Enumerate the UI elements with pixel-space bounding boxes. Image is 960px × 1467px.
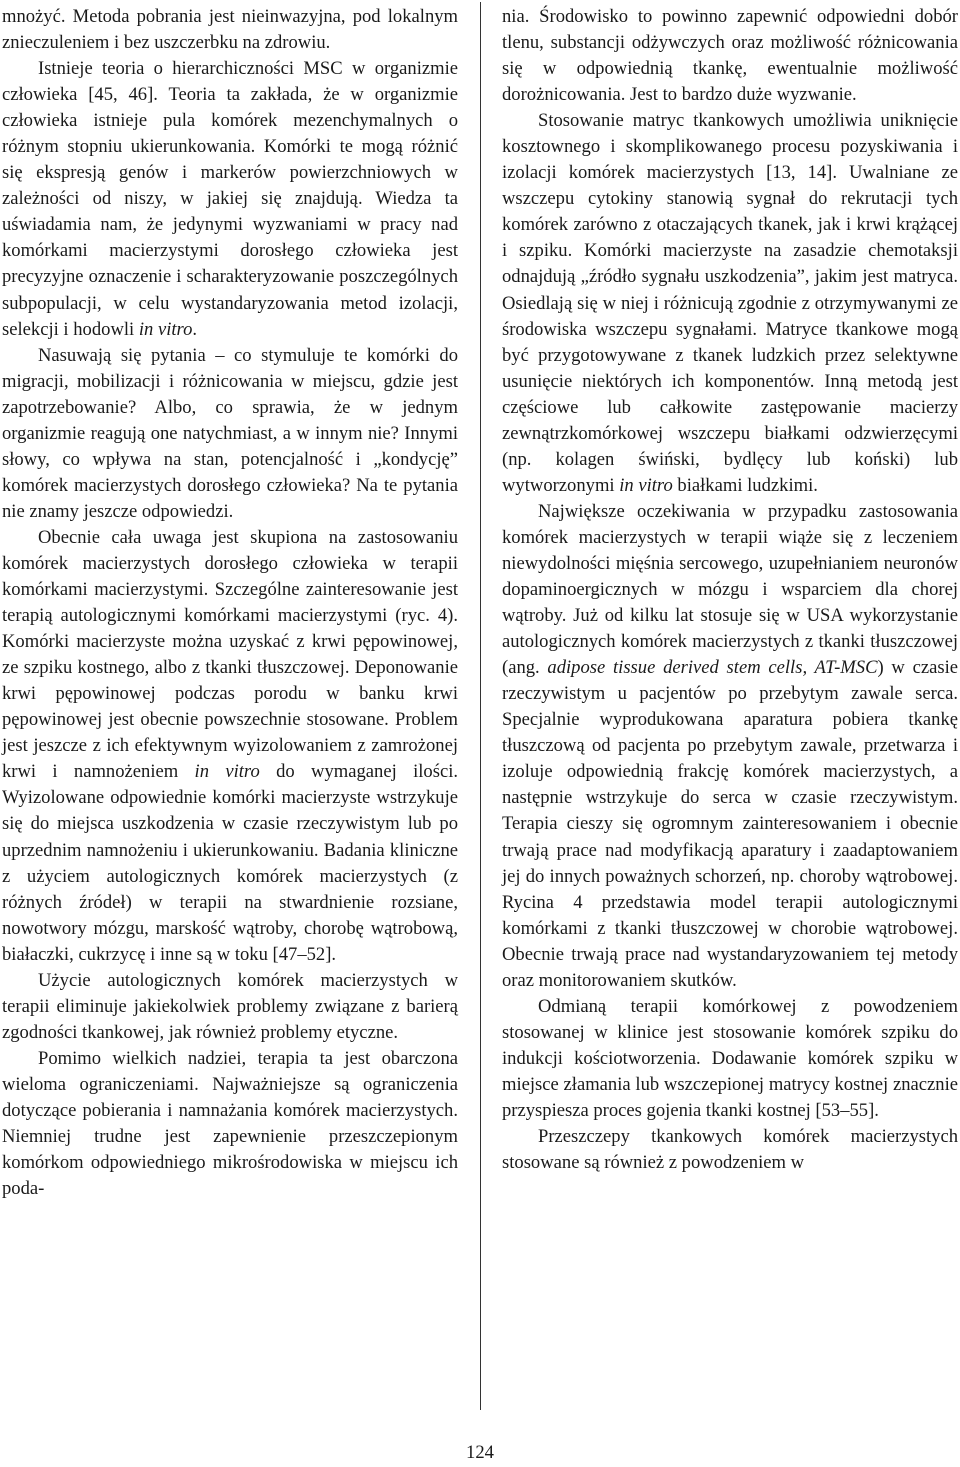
paragraph bbox=[2, 343, 458, 525]
italic-text: in vitro bbox=[619, 474, 673, 496]
paragraph bbox=[502, 499, 958, 994]
paragraph-text: Nasuwają się pytania – co stymuluje te komórki do migracji, mobilizacji i różnicowania w miejscu, gdzie jest zapotrzebowanie? Albo, co sprawia, że w jednym organizmie reagują one natychmiast, a w innym nie? Innymi słowy, co wpływa na stan, potencjalność i „kondycję” komórek macierzystych dorosłego człowieka? Na te pytania nie znamy jeszcze odpowiedzi. bbox=[2, 344, 458, 522]
column-divider bbox=[480, 2, 481, 1410]
paragraph-text: Odmianą terapii komórkowej z powodzeniem stosowanej w klinice jest stosowanie komórek szpiku do indukcji kościotworzenia. Dodawanie komórek szpiku w miejsce złamania lub wszczepionej matrycy kostnej znacznie przyspiesza proces gojenia tkanki kostnej [53–55]. bbox=[502, 995, 958, 1121]
italic-text: adipose tissue derived stem cells, AT-MSC bbox=[547, 657, 878, 679]
left-column bbox=[2, 4, 458, 1202]
paragraph bbox=[2, 525, 458, 968]
paragraph-text: Stosowanie matryc tkankowych umożliwia uniknięcie kosztownego i skomplikowanego procesu pozyskiwania i izolacji komórek macierzystych [13, 14]. Uwalniane ze wszczepu cytokiny stanowią sygnał do rekrutacji tych komórek zarówno z otaczających tkanek, jak i krwi krążącej i szpiku. Komórki macierzyste na zasadzie chemotaksji odnajdują „źródło sygnału uszkodzenia”, jakim jest matryca. Osiedlają się w niej i różnicują zgodnie z otrzymywanymi ze środowiska wszczepu sygnałami. Matryce tkankowe mogą być przygotowywane z tkanek ludzkich przez selektywne usunięcie niektórych ich komponentów. Inną metodą jest częściowe lub całkowite zastępowanie macierzy zewnątrzkomórkowej wszczepu białkami odzwierzęcymi (np. kolagen świński, bydlęcy lub koński) lub wytworzonymi bbox=[502, 110, 958, 496]
paragraph-text: Istnieje teoria o hierarchiczności MSC w organizmie człowieka [45, 46]. Teoria ta zakłada, że w organizmie człowieka istnieje pula komórek mezenchymalnych o różnym stopniu ukierunkowania. Komórki te mogą różnić się ekspresją genów i markerów powierzchniowych w zależności od niszy, w jakiej się znajdują. Wiedza ta uświadamia nam, że jedynymi wyzwaniami w pracy nad komórkami macierzystymi dorosłego człowieka jest precyzyjne oznaczenie i scharakteryzowanie poszczególnych subpopulacji, w celu wystandaryzowania metod izolacji, selekcji i hodowli bbox=[2, 58, 458, 340]
paragraph-text: Pomimo wielkich nadziei, terapia ta jest obarczona wieloma ograniczeniami. Najważniejsze są ograniczenia dotyczące pobierania i namnażania komórek macierzystych. Niemniej trudne jest zapewnienie przeszczepionym komórkom odpowiedniego mikrośrodowiska w miejscu ich poda- bbox=[2, 1047, 458, 1200]
paragraph bbox=[502, 994, 958, 1124]
paragraph bbox=[502, 4, 958, 108]
paragraph bbox=[502, 1124, 958, 1176]
paragraph bbox=[2, 1046, 458, 1202]
paragraph bbox=[2, 4, 458, 56]
paragraph-text: . bbox=[192, 318, 198, 340]
paragraph bbox=[502, 108, 958, 499]
page-number: 124 bbox=[466, 1442, 494, 1463]
paragraph-text: Użycie autologicznych komórek macierzystych w terapii eliminuje jakiekolwiek problemy związane z barierą zgodności tkankowej, jak również problemy etyczne. bbox=[2, 969, 458, 1043]
paragraph-text: do wymaganej ilości. Wyizolowane odpowiednie komórki macierzyste wstrzykuje się do miejsca uszkodzenia w czasie rzeczywistym lub po uprzednim namnożeniu i ukierunkowaniu. Badania kliniczne z użyciem autologicznych komórek macierzystych (z różnych źródeł) w terapii na stwardnienie rozsiane, nowotwory mózgu, marskość wątroby, chorobę wątrobową, białaczki, cukrzycę i inne są w toku [47–52]. bbox=[2, 761, 459, 965]
paragraph-text: ) w czasie rzeczywistym u pacjentów po przebytym zawale serca. Specjalnie wyprodukowana aparatura pobiera tkankę tłuszczową od pacjenta po przebytym zawale, przetwarza i izoluje odpowiednią frakcję komórek macierzystych, a następnie wstrzykuje do serca w czasie rzeczywistym. Terapia cieszy się ogromnym zainteresowaniem i obecnie trwają prace nad modyfikacją aparatury i zaadaptowaniem jej do innych poważnych schorzeń, np. choroby wątrobowej. Rycina 4 przedstawia model terapii autologicznymi komórkami z tkanki tłuszczowej w chorobie wątrobowej. Obecnie trwają prace nad wystandaryzowaniem tej metody oraz monitorowaniem skutków. bbox=[502, 657, 958, 991]
paragraph bbox=[2, 968, 458, 1046]
paragraph-text: nia. Środowisko to powinno zapewnić odpowiedni dobór tlenu, substancji odżywczych oraz możliwość różnicowania się w odpowiednią tkankę, ewentualnie możliwość dorożnicowania. Jest to bardzo duże wyzwanie. bbox=[502, 6, 958, 106]
paragraph-text: Największe oczekiwania w przypadku zastosowania komórek macierzystych w terapii wiąże się z leczeniem niewydolności mięśnia sercowego, uzupełnianiem neuronów dopaminoergicznych w mózgu i wsparciem dla chorej wątroby. Już od kilku lat stosuje się w USA wykorzystanie autologicznych komórek macierzystych z tkanki tłuszczowej (ang. bbox=[502, 500, 958, 679]
paragraph bbox=[2, 56, 458, 343]
paragraph-text: Obecnie cała uwaga jest skupiona na zastosowaniu komórek macierzystych dorosłego człowieka w terapii komórkami macierzystymi. Szczególne zainteresowanie jest terapią autologicznymi komórkami macierzystymi (ryc. 4). Komórki macierzyste można uzyskać z krwi pępowinowej, ze szpiku kostnego, albo z tkanki tłuszczowej. Deponowanie krwi pępowinowej podczas porodu w banku krwi pępowinowej jest obecnie powszechnie stosowane. Problem jest jeszcze z ich efektywnym wyizolowaniem z zamrożonej krwi i namnożeniem bbox=[2, 526, 458, 783]
paragraph-text: białkami ludzkimi. bbox=[672, 474, 818, 496]
right-column bbox=[502, 4, 958, 1176]
italic-text: in vitro bbox=[138, 318, 193, 340]
paragraph-text: Przeszczepy tkankowych komórek macierzystych stosowane są również z powodzeniem w bbox=[502, 1126, 958, 1174]
paragraph-text: mnożyć. Metoda pobrania jest nieinwazyjna, pod lokalnym znieczuleniem i bez uszczerbku na zdrowiu. bbox=[2, 6, 458, 54]
italic-text: in vitro bbox=[194, 761, 260, 783]
